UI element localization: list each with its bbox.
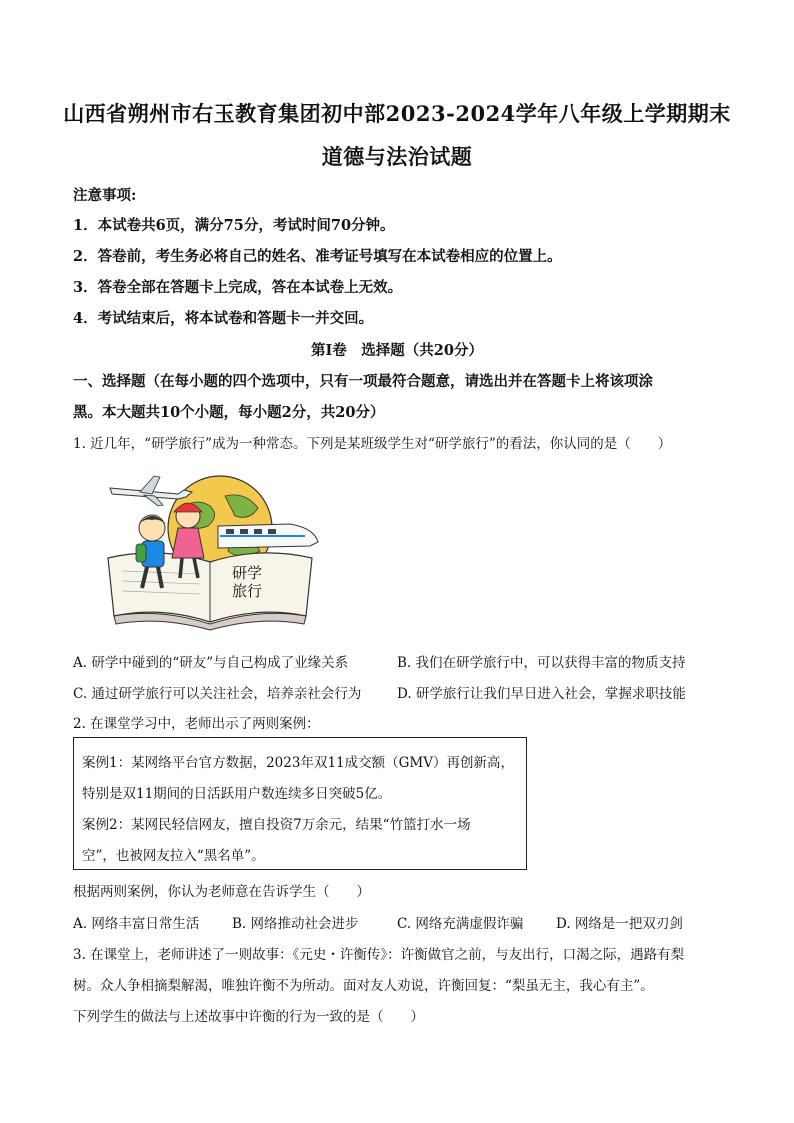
q2-stem: 2. 在课堂学习中，老师出示了两则案例： [73,716,320,732]
q2-case-box [73,737,527,870]
q2-option-b[interactable]: B. 网络推动社会进步 [232,916,359,932]
q1-stem: 1. 近几年，“研学旅行”成为一种常态。下列是某班级学生对“研学旅行”的看法，你认同的是（ ） [73,436,672,452]
q1-option-c[interactable]: C. 通过研学旅行可以关注社会，培养亲社会行为 [73,686,362,702]
q1-option-a[interactable]: A. 研学中碰到的“研友”与自己构成了业缘关系 [73,655,349,671]
case1-line2: 特别是双11期间的日活跃用户数连续多日突破5亿。 [82,786,392,802]
note-item-1: 1．本试卷共6页，满分75分，考试时间70分钟。 [73,217,395,234]
note-item-3: 3．答卷全部在答题卡上完成，答在本试卷上无效。 [73,279,403,296]
notes-heading: 注意事项: [73,187,137,204]
section-title: 第Ⅰ卷 选择题（共20分） [311,342,483,359]
case1-line1: 案例1：某网络平台官方数据，2023年双11成交额（GMV）再创新高， [82,755,514,771]
q2-option-a[interactable]: A. 网络丰富日常生活 [73,916,200,932]
train-icon [218,524,318,548]
q2-option-d[interactable]: D. 网络是一把双刃剑 [556,916,683,932]
image-caption-1: 研学 [232,565,263,582]
q2-question: 根据两则案例，你认为老师意在告诉学生（ ） [73,884,370,900]
note-item-4: 4．考试结束后，将本试卷和答题卡一并交回。 [73,310,374,327]
image-caption-2: 旅行 [232,583,263,600]
book-icon [108,553,312,630]
q3-question: 下列学生的做法与上述故事中许衡的行为一致的是（ ） [73,1009,424,1025]
exam-title-line1: 山西省朔州市右玉教育集团初中部2023-2024学年八年级上学期期末 [63,101,731,126]
q1-option-b[interactable]: B. 我们在研学旅行中，可以获得丰富的物质支持 [397,655,686,671]
q3-stem-line2: 树。众人争相摘梨解渴，唯独许衡不为所动。面对友人劝说，许衡回复：“梨虽无主，我心有主”。 [73,978,654,994]
section-instruction-line2: 黑。本大题共10个小题，每小题2分，共20分） [73,404,385,421]
section-instruction-line1: 一、选择题（在每小题的四个选项中，只有一项最符合题意，请选出并在答题卡上将该项涂 [73,373,653,390]
exam-title-line2: 道德与法治试题 [321,144,473,169]
q2-option-c[interactable]: C. 网络充满虚假诈骗 [397,916,524,932]
q1-option-d[interactable]: D. 研学旅行让我们早日进入社会，掌握求职技能 [397,686,686,702]
note-item-2: 2．答卷前，考生务必将自己的姓名、准考证号填写在本试卷相应的位置上。 [73,248,562,265]
q3-stem-line1: 3. 在课堂上，老师讲述了一则故事：《元史・许衡传》：许衡做官之前，与友出行，口渴之际，遇路有梨 [73,947,685,963]
study-travel-illustration [100,466,320,636]
case2-line1: 案例2：某网民轻信网友，擅自投资7万余元，结果“竹篮打水一场 [82,817,471,833]
case2-line2: 空”，也被网友拉入“黑名单”。 [82,848,265,864]
